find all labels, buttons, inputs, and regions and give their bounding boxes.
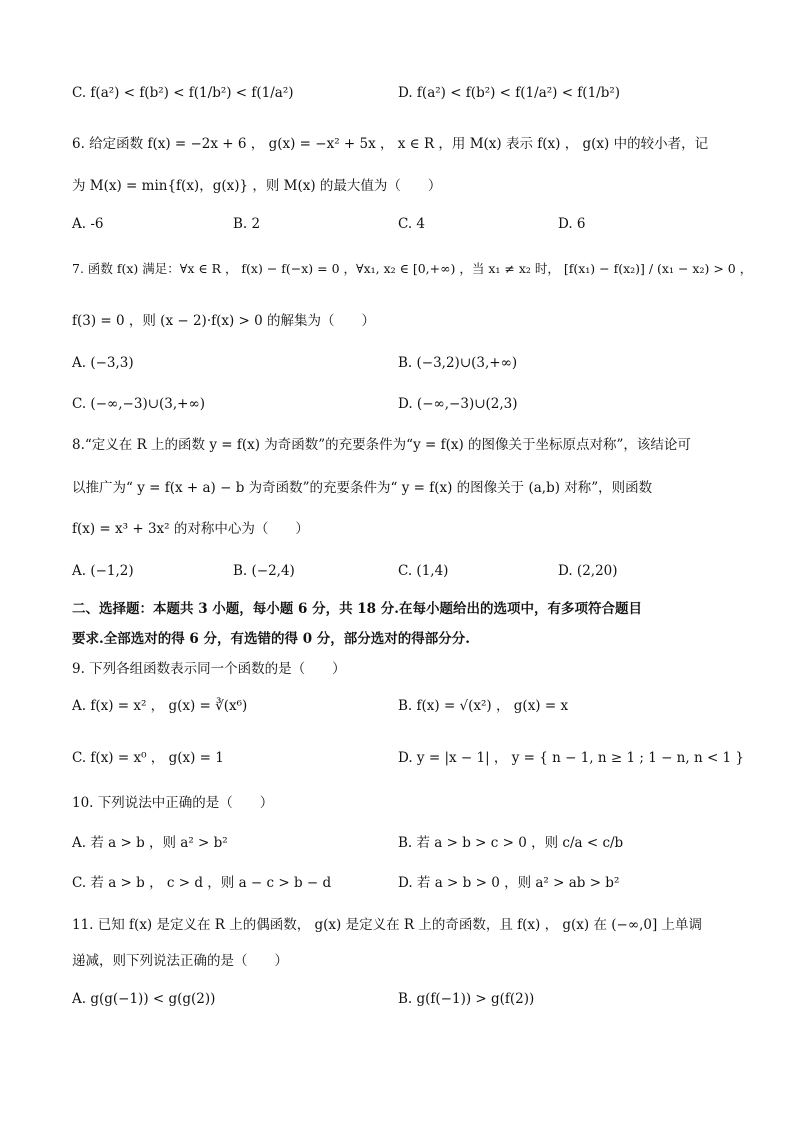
q11-option-b: B. g(f(−1)) > g(f(2))	[398, 991, 535, 1007]
q8-option-a: A. (−1,2)	[72, 563, 134, 579]
q9-option-a: A. f(x) = x² ， g(x) = ∛(x⁶)	[72, 698, 248, 714]
q8-option-c: C. (1,4)	[398, 563, 449, 579]
q6-option-c: C. 4	[398, 216, 426, 232]
q10-stem: 10. 下列说法中正确的是（ ）	[72, 795, 274, 811]
q8-option-d: D. (2,20)	[558, 563, 618, 579]
q7-option-a: A. (−3,3)	[72, 355, 134, 371]
q5-option-c: C. f(a²) < f(b²) < f(1/b²) < f(1/a²)	[72, 85, 294, 101]
q10-option-c: C. 若 a > b ， c > d ，则 a − c > b − d	[72, 875, 332, 891]
q7-stem-line2: f(3) = 0 ，则 (x − 2)·f(x) > 0 的解集为（ ）	[72, 313, 376, 329]
q8-stem-line3: f(x) = x³ + 3x² 的对称中心为（ ）	[72, 521, 309, 537]
q10-option-d: D. 若 a > b > 0 ，则 a² > ab > b²	[398, 875, 620, 891]
q5-option-d: D. f(a²) < f(b²) < f(1/a²) < f(1/b²)	[398, 85, 621, 101]
q8-stem-line2: 以推广为“ y = f(x + a) − b 为奇函数”的充要条件为“ y = f(x) 的图像关于 (a,b) 对称”，则函数	[72, 480, 653, 496]
q6-option-b: B. 2	[233, 216, 261, 232]
q6-option-a: A. -6	[72, 216, 104, 232]
q10-option-b: B. 若 a > b > c > 0 ，则 c/a < c/b	[398, 835, 624, 851]
q8-stem-line1: 8.“定义在 R 上的函数 y = f(x) 为奇函数”的充要条件为“y = f(x) 的图像关于坐标原点对称”，该结论可	[72, 437, 691, 453]
q9-option-c: C. f(x) = x⁰ ， g(x) = 1	[72, 750, 224, 766]
q7-option-c: C. (−∞,−3)∪(3,+∞)	[72, 396, 205, 412]
q9-stem: 9. 下列各组函数表示同一个函数的是（ ）	[72, 661, 346, 677]
q9-option-d: D. y = |x − 1| ， y = { n − 1, n ≥ 1 ; 1 − n, n < 1 }	[398, 750, 745, 766]
q11-stem-line1: 11. 已知 f(x) 是定义在 R 上的偶函数， g(x) 是定义在 R 上的奇函数，且 f(x) ， g(x) 在 (−∞,0] 上单调	[72, 917, 703, 933]
q11-stem-line2: 递减，则下列说法正确的是（ ）	[72, 953, 288, 969]
q7-stem-line1: 7. 函数 f(x) 满足：∀x ∈ R ， f(x) − f(−x) = 0 ，∀x₁, x₂ ∈ [0,+∞) ，当 x₁ ≠ x₂ 时， [f(x₁) − f(x₂)] / (x₁ − x₂) > 0 ，	[72, 261, 753, 276]
q6-option-d: D. 6	[558, 216, 586, 232]
q7-option-b: B. (−3,2)∪(3,+∞)	[398, 355, 518, 371]
q6-stem-line1: 6. 给定函数 f(x) = −2x + 6 ， g(x) = −x² + 5x ， x ∈ R ，用 M(x) 表示 f(x) ， g(x) 中的较小者，记	[72, 136, 709, 152]
q10-option-a: A. 若 a > b ，则 a² > b²	[72, 835, 228, 851]
section-two-heading-line2: 要求.全部选对的得 6 分，有选错的得 0 分，部分选对的得部分分.	[72, 631, 470, 647]
q11-option-a: A. g(g(−1)) < g(g(2))	[72, 991, 216, 1007]
q9-option-b: B. f(x) = √(x²) ， g(x) = x	[398, 698, 569, 714]
q8-option-b: B. (−2,4)	[233, 563, 295, 579]
section-two-heading-line1: 二、选择题：本题共 3 小题，每小题 6 分，共 18 分.在每小题给出的选项中，有多项符合题目	[72, 601, 642, 617]
q7-option-d: D. (−∞,−3)∪(2,3)	[398, 396, 518, 412]
q6-stem-line2: 为 M(x) = min{f(x)，g(x)} ，则 M(x) 的最大值为（ ）	[72, 178, 442, 194]
